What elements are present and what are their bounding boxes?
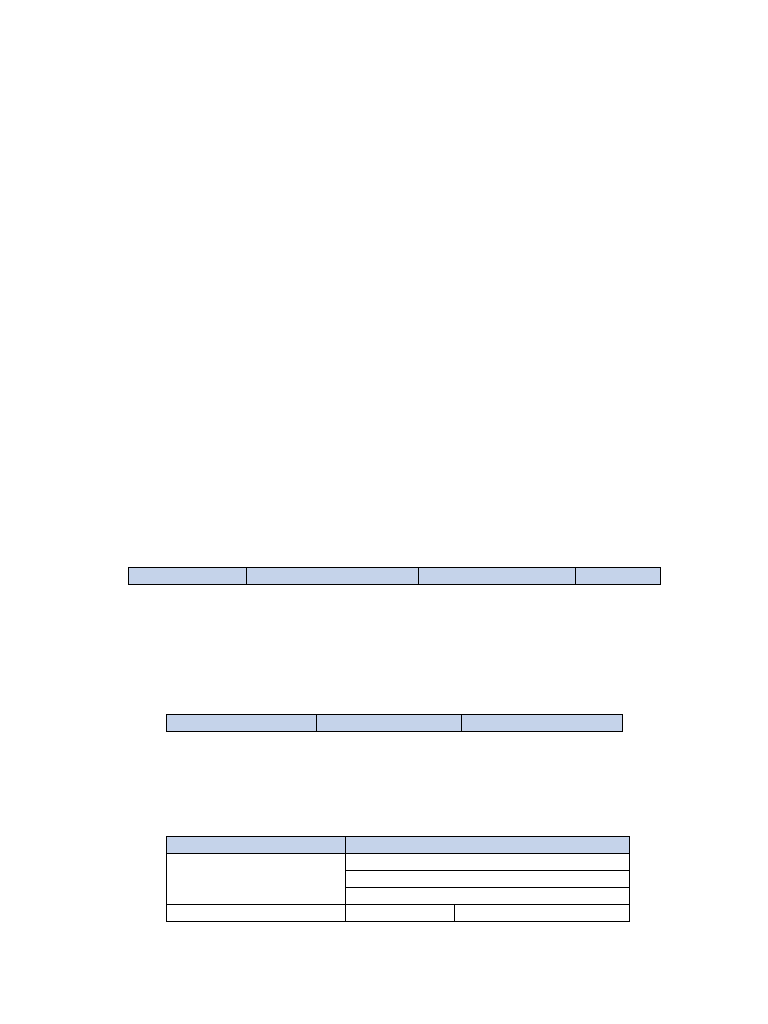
header-parameter — [129, 568, 247, 585]
pengolahan-fisik-cell — [167, 854, 346, 905]
table-row — [167, 854, 630, 871]
pengolahan-table — [166, 836, 630, 922]
header-keterangan — [576, 568, 661, 585]
header-satuan — [316, 715, 462, 732]
table-row — [167, 905, 630, 922]
header-unit-pengolahan — [345, 837, 629, 854]
unit-bar-screen — [345, 854, 629, 871]
unit-tangki-anaerobik — [455, 905, 630, 922]
table-header-row — [167, 715, 623, 732]
pengolahan-biologis-cell — [167, 905, 346, 922]
unit-bak-pengendap — [345, 888, 629, 905]
unit-grit-chamber — [345, 871, 629, 888]
unit-anaerobik — [345, 905, 455, 922]
karakteristik-table — [128, 567, 661, 585]
permen-table — [166, 714, 623, 732]
header-konsentrasi — [419, 568, 576, 585]
header-satuan — [246, 568, 419, 585]
table-header-row — [167, 837, 630, 854]
header-parameter — [167, 715, 317, 732]
header-jenis-pengolahan — [167, 837, 346, 854]
table-header-row — [129, 568, 661, 585]
header-konsentrasi — [462, 715, 623, 732]
